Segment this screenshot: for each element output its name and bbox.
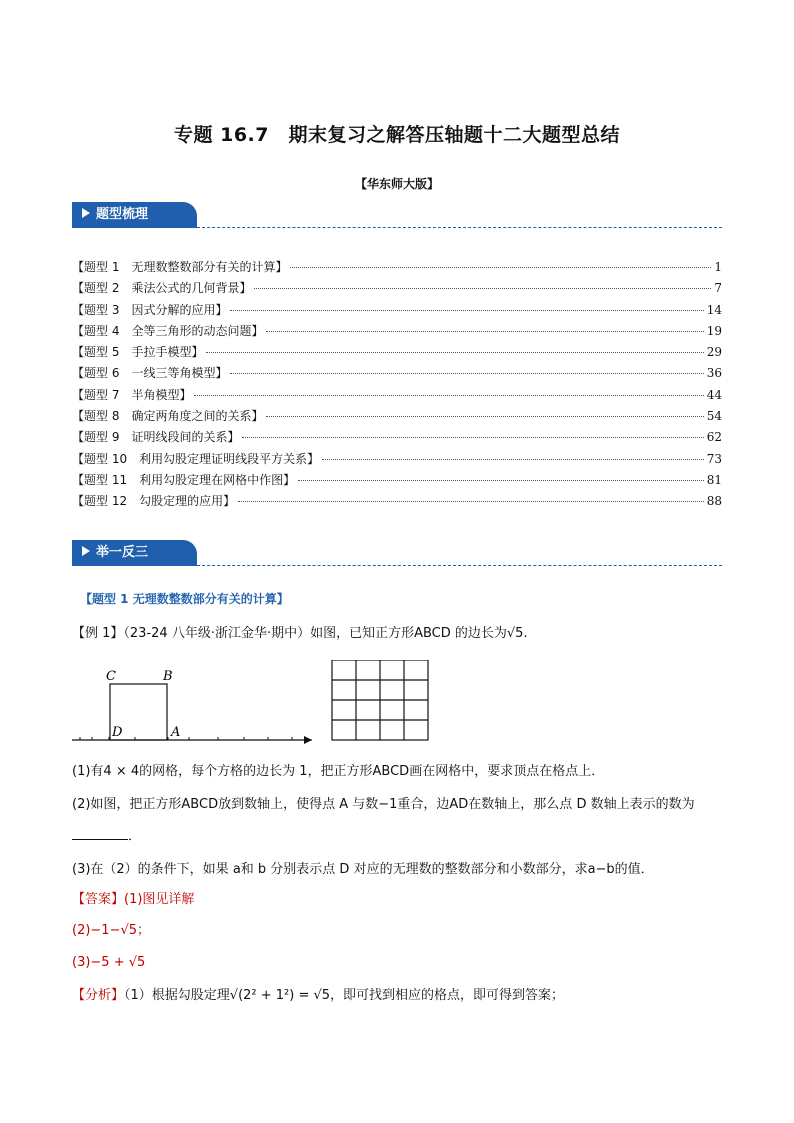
toc-item[interactable] xyxy=(72,364,722,385)
answer-label: 【答案】 xyxy=(72,892,125,907)
toc-item[interactable] xyxy=(72,258,722,279)
answer-blank xyxy=(72,839,128,840)
section-title: 题型梳理 xyxy=(96,207,149,222)
toc-item[interactable] xyxy=(72,322,722,343)
toc-item[interactable] xyxy=(72,471,722,492)
toc-item-label: 【题型 12 勾股定理的应用】 xyxy=(72,494,236,509)
toc-leader-dots xyxy=(242,437,703,438)
toc-item-label: 【题型 4 全等三角形的动态问题】 xyxy=(72,323,264,338)
type-heading: 【题型 1 无理数整数部分有关的计算】 xyxy=(80,592,289,606)
toc-item-label: 【题型 11 利用勾股定理在网格中作图】 xyxy=(72,472,296,487)
page-title: 专题 16.7 期末复习之解答压轴题十二大题型总结 xyxy=(174,124,620,146)
section-header-examples xyxy=(72,540,722,566)
toc-item-page: 54 xyxy=(706,409,722,424)
toc-item[interactable] xyxy=(72,279,722,300)
example-figure xyxy=(72,660,432,750)
toc-item-page: 1 xyxy=(714,260,722,274)
vertex-label-a: A xyxy=(171,725,181,740)
toc-leader-dots xyxy=(238,501,704,502)
toc-item[interactable] xyxy=(72,450,722,471)
toc-leader-dots xyxy=(290,267,711,268)
toc-item-page: 7 xyxy=(714,281,722,296)
section-divider xyxy=(182,227,722,228)
toc-item[interactable] xyxy=(72,428,722,449)
toc-leader-dots xyxy=(298,480,704,481)
toc-item-label: 【题型 5 手拉手模型】 xyxy=(72,345,204,360)
example-text: 如图，已知正方形ABCD 的边长为√5. xyxy=(310,626,528,641)
toc-leader-dots xyxy=(230,373,703,374)
section-header-toc xyxy=(72,202,722,228)
toc-item-page: 36 xyxy=(706,366,722,381)
toc-item[interactable] xyxy=(72,492,722,513)
toc-item-page: 81 xyxy=(706,472,722,487)
toc-leader-dots xyxy=(194,395,703,396)
toc-item-label: 【题型 1 无理数整数部分有关的计算】 xyxy=(72,260,288,274)
section-tab xyxy=(72,202,197,228)
section-tab xyxy=(72,540,197,566)
toc-item-label: 【题型 10 利用勾股定理证明线段平方关系】 xyxy=(72,451,320,466)
toc-item-page: 14 xyxy=(706,302,722,317)
toc-leader-dots xyxy=(206,352,703,353)
example-statement xyxy=(72,624,727,644)
toc-item-page: 19 xyxy=(706,323,722,338)
section-divider xyxy=(182,565,722,566)
question-2-end: ． xyxy=(128,829,142,844)
analysis-label: 【分析】 xyxy=(72,988,125,1003)
section-title: 举一反三 xyxy=(96,545,149,560)
play-arrow-icon xyxy=(82,546,90,556)
question-2: (2)如图，把正方形ABCD放到数轴上，使得点 A 与数−1重合，边AD在数轴上，那么点 D 数轴上表示的数为 xyxy=(72,797,695,812)
play-arrow-icon xyxy=(82,208,90,218)
toc-item-page: 62 xyxy=(706,430,722,445)
example-source: （23-24 八年级·浙江金华·期中） xyxy=(123,626,311,641)
table-of-contents xyxy=(72,258,722,514)
question-1: (1)有4 × 4的网格，每个方格的边长为 1，把正方形ABCD画在网格中，要求顶点在格点上． xyxy=(72,764,605,779)
answer-line xyxy=(72,890,727,910)
edition-label: 【华东师大版】 xyxy=(354,177,439,191)
example-label: 【例 1】 xyxy=(72,626,124,641)
toc-item-page: 73 xyxy=(706,451,722,466)
vertex-label-c: C xyxy=(106,669,116,684)
vertex-label-d: D xyxy=(112,725,123,740)
toc-item[interactable] xyxy=(72,407,722,428)
toc-item-page: 44 xyxy=(706,387,722,402)
number-line-arrow xyxy=(304,736,312,744)
toc-leader-dots xyxy=(254,288,711,289)
toc-item-page: 29 xyxy=(706,345,722,360)
toc-item[interactable] xyxy=(72,343,722,364)
analysis-line xyxy=(72,986,727,1006)
question-3: (3)在（2）的条件下，如果 a和 b 分别表示点 D 对应的无理数的整数部分和小数部分，求a−b的值． xyxy=(72,862,654,877)
answer-3: (3)−5 + √5 xyxy=(72,955,146,970)
toc-item-page: 88 xyxy=(706,494,722,509)
toc-item[interactable] xyxy=(72,301,722,322)
answer-1: (1)图见详解 xyxy=(124,892,195,907)
toc-item-label: 【题型 3 因式分解的应用】 xyxy=(72,302,228,317)
toc-leader-dots xyxy=(266,331,703,332)
toc-leader-dots xyxy=(266,416,703,417)
analysis-text: （1）根据勾股定理√(2² + 1²) = √5，即可找到相应的格点，即可得到答案； xyxy=(124,988,565,1003)
toc-item-label: 【题型 9 证明线段间的关系】 xyxy=(72,430,240,445)
toc-leader-dots xyxy=(230,310,703,311)
question-2-blank-line xyxy=(72,827,727,847)
toc-item-label: 【题型 6 一线三等角模型】 xyxy=(72,366,228,381)
toc-item-label: 【题型 8 确定两角度之间的关系】 xyxy=(72,409,264,424)
toc-leader-dots xyxy=(322,459,704,460)
toc-item-label: 【题型 7 半角模型】 xyxy=(72,387,192,402)
answer-2: (2)−1−√5； xyxy=(72,923,151,938)
toc-item[interactable] xyxy=(72,386,722,407)
vertex-label-b: B xyxy=(163,669,173,684)
toc-item-label: 【题型 2 乘法公式的几何背景】 xyxy=(72,281,252,296)
grid-4x4 xyxy=(332,660,428,740)
